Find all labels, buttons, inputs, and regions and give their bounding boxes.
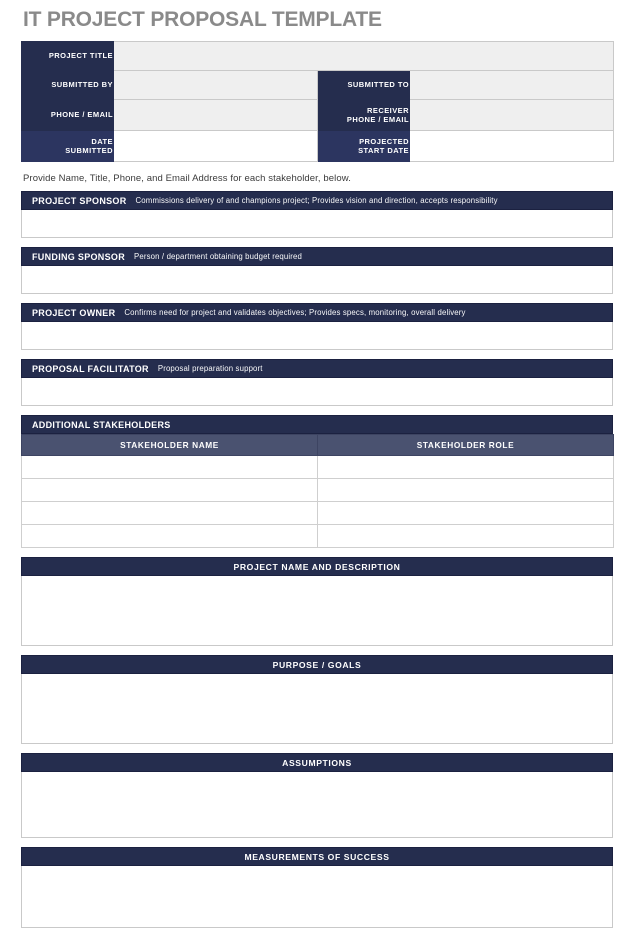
role-header-funding-sponsor — [21, 247, 613, 266]
input-purpose-goals[interactable] — [21, 674, 613, 744]
table-row — [22, 502, 614, 525]
role-header-proposal-facilitator — [21, 359, 613, 378]
cell-stakeholder-name[interactable] — [22, 456, 318, 479]
section-header: ASSUMPTIONS — [21, 753, 613, 772]
section-header: MEASUREMENTS OF SUCCESS — [21, 847, 613, 866]
section-assumptions — [21, 753, 614, 838]
label-projected-start-date — [318, 131, 410, 162]
table-row — [22, 456, 614, 479]
label-project-title: PROJECT TITLE — [22, 42, 114, 71]
column-header-stakeholder-name: STAKEHOLDER NAME — [22, 435, 318, 456]
input-measurements-of-success[interactable] — [21, 866, 613, 928]
input-assumptions[interactable] — [21, 772, 613, 838]
additional-stakeholders-table — [21, 434, 614, 548]
cell-stakeholder-name[interactable] — [22, 525, 318, 548]
label-line-2: SUBMITTED — [65, 146, 113, 156]
input-funding-sponsor[interactable] — [21, 266, 613, 294]
label-line-1: PROJECTED — [359, 136, 409, 146]
input-project-title[interactable] — [114, 42, 614, 71]
role-title: PROJECT OWNER — [32, 307, 116, 318]
label-line-1: DATE — [91, 136, 113, 146]
cell-stakeholder-role[interactable] — [318, 479, 614, 502]
input-proposal-facilitator[interactable] — [21, 378, 613, 406]
input-submitted-to[interactable] — [410, 71, 614, 100]
label-line-2: START DATE — [358, 146, 409, 156]
table-row — [22, 71, 614, 100]
input-submitted-by[interactable] — [114, 71, 318, 100]
label-line-2: PHONE / EMAIL — [346, 115, 409, 125]
role-description: Proposal preparation support — [157, 364, 263, 374]
table-row — [22, 525, 614, 548]
table-row — [22, 479, 614, 502]
label-receiver-phone-email — [318, 100, 410, 131]
cell-stakeholder-role[interactable] — [318, 525, 614, 548]
input-date-submitted[interactable] — [114, 131, 318, 162]
input-project-name-and-description[interactable] — [21, 576, 613, 646]
input-project-sponsor[interactable] — [21, 210, 613, 238]
role-description: Confirms need for project and validates objectives; Provides specs, monitoring, overall delivery — [124, 308, 466, 318]
role-title: PROJECT SPONSOR — [32, 195, 127, 206]
role-block-funding-sponsor — [21, 247, 614, 294]
page-title: IT PROJECT PROPOSAL TEMPLATE — [23, 8, 382, 31]
input-receiver-phone-email[interactable] — [410, 100, 614, 131]
section-purpose-goals — [21, 655, 614, 744]
section-measurements-of-success — [21, 847, 614, 928]
input-projected-start-date[interactable] — [410, 131, 614, 162]
project-info-table — [21, 41, 614, 162]
additional-stakeholders-header: ADDITIONAL STAKEHOLDERS — [21, 415, 613, 434]
role-description: Person / department obtaining budget required — [134, 252, 303, 262]
table-row — [22, 100, 614, 131]
label-submitted-by: SUBMITTED BY — [22, 71, 114, 100]
label-date-submitted — [22, 131, 114, 162]
role-block-project-owner — [21, 303, 614, 350]
cell-stakeholder-name[interactable] — [22, 479, 318, 502]
role-header-project-sponsor — [21, 191, 613, 210]
cell-stakeholder-role[interactable] — [318, 456, 614, 479]
section-header: PROJECT NAME AND DESCRIPTION — [21, 557, 613, 576]
table-row — [22, 42, 614, 71]
cell-stakeholder-role[interactable] — [318, 502, 614, 525]
role-title: PROPOSAL FACILITATOR — [32, 363, 149, 374]
input-project-owner[interactable] — [21, 322, 613, 350]
label-phone-email: PHONE / EMAIL — [22, 100, 114, 131]
section-header: PURPOSE / GOALS — [21, 655, 613, 674]
table-header-row — [22, 435, 614, 456]
role-block-proposal-facilitator — [21, 359, 614, 406]
input-phone-email[interactable] — [114, 100, 318, 131]
role-title: FUNDING SPONSOR — [32, 251, 126, 262]
cell-stakeholder-name[interactable] — [22, 502, 318, 525]
role-description: Commissions delivery of and champions project; Provides vision and direction, accepts responsibility — [135, 196, 498, 206]
stakeholder-instruction-note: Provide Name, Title, Phone, and Email Address for each stakeholder, below. — [23, 173, 351, 185]
table-row — [22, 131, 614, 162]
label-submitted-to: SUBMITTED TO — [318, 71, 410, 100]
role-block-project-sponsor — [21, 191, 614, 238]
section-project-name-and-description — [21, 557, 614, 646]
label-line-1: RECEIVER — [367, 105, 409, 115]
role-header-project-owner — [21, 303, 613, 322]
column-header-stakeholder-role: STAKEHOLDER ROLE — [318, 435, 614, 456]
